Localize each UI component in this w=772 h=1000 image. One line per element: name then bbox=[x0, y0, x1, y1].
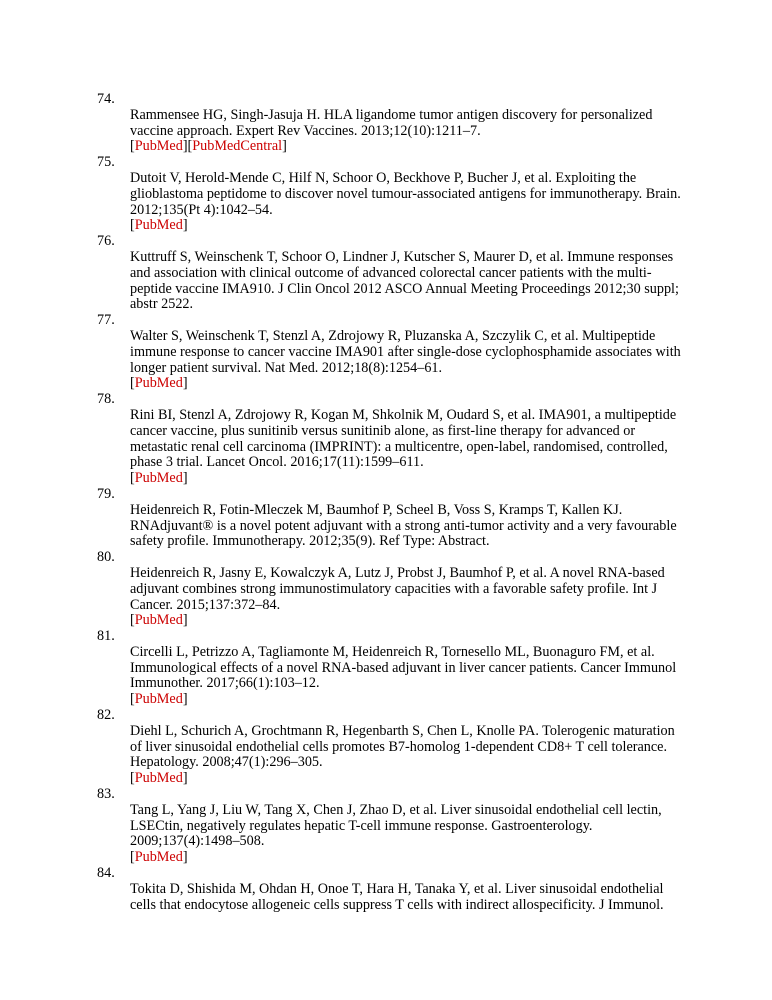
reference-links: [PubMed] bbox=[130, 375, 188, 392]
reference-links: [PubMed] bbox=[130, 470, 188, 487]
reference-number: 80. bbox=[97, 549, 115, 566]
reference-item bbox=[0, 629, 772, 708]
reference-text: Tang L, Yang J, Liu W, Tang X, Chen J, Zhao D, et al. Liver sinusoidal endothelial cell lectin, LSECtin, negatively regulates hepatic T-cell immune response. Gastroenterology. 2009;137(4):1498–508. bbox=[130, 801, 662, 850]
reference-item bbox=[0, 155, 772, 234]
reference-number: 82. bbox=[97, 707, 115, 724]
reference-text: Rini BI, Stenzl A, Zdrojowy R, Kogan M, Shkolnik M, Oudard S, et al. IMA901, a multipeptide cancer vaccine, plus sunitinib versus sunitinib alone, as first-line therapy for advanced or metastatic renal cell carcinoma (IMPRINT): a multicentre, open-label, randomised, controlled, phase 3 trial. Lancet Oncol. 2016;17(11):1599–611. bbox=[130, 406, 677, 471]
reference-number: 84. bbox=[97, 865, 115, 882]
pubmed-link[interactable]: PubMed bbox=[134, 375, 183, 392]
reference-text: Heidenreich R, Jasny E, Kowalczyk A, Lutz J, Probst J, Baumhof P, et al. A novel RNA-based adjuvant combines strong immunostimulatory capacities with a favorable safety profile. Int J Cancer. 2015;137:372–84. bbox=[130, 564, 665, 613]
reference-item bbox=[0, 92, 772, 155]
reference-text: Circelli L, Petrizzo A, Tagliamonte M, Heidenreich R, Tornesello ML, Buonaguro FM, et al. Immunological effects of a novel RNA-based adjuvant in liver cancer patients. Cancer Immunol Immunother. 2017;66(1):103–12. bbox=[130, 643, 677, 692]
pubmed-link[interactable]: PubMed bbox=[134, 217, 183, 234]
reference-number: 79. bbox=[97, 485, 115, 502]
reference-item bbox=[0, 550, 772, 629]
pubmed-link[interactable]: PubMed bbox=[134, 770, 183, 787]
reference-item bbox=[0, 234, 772, 313]
reference-item bbox=[0, 708, 772, 787]
reference-number: 74. bbox=[97, 91, 115, 107]
reference-number: 83. bbox=[97, 786, 115, 803]
reference-item bbox=[0, 866, 772, 913]
pubmedcentral-link[interactable]: PubMedCentral bbox=[192, 138, 283, 155]
reference-item bbox=[0, 313, 772, 392]
pubmed-link[interactable]: PubMed bbox=[134, 470, 183, 487]
reference-number: 75. bbox=[97, 154, 115, 171]
reference-item bbox=[0, 787, 772, 866]
reference-links: [PubMed] bbox=[130, 770, 188, 787]
reference-links: [PubMed] bbox=[130, 691, 188, 708]
reference-item bbox=[0, 392, 772, 487]
reference-text: Diehl L, Schurich A, Grochtmann R, Hegenbarth S, Chen L, Knolle PA. Tolerogenic maturation of liver sinusoidal endothelial cells promotes B7-homolog 1-dependent CD8+ T cell tolerance. Hepatology. 2008;47(1):296–305. bbox=[130, 722, 675, 771]
pubmed-link[interactable]: PubMed bbox=[134, 691, 183, 708]
reference-number: 81. bbox=[97, 628, 115, 645]
reference-text: Rammensee HG, Singh-Jasuja H. HLA ligandome tumor antigen discovery for personalized vaccine approach. Expert Rev Vaccines. 2013;12(10):1211–7. bbox=[130, 106, 653, 139]
reference-text: Heidenreich R, Fotin-Mleczek M, Baumhof P, Scheel B, Voss S, Kramps T, Kallen KJ. RNAdjuvant® is a novel potent adjuvant with a strong anti-tumor activity and a very favourable safety profile. Immunotherapy. 2012;35(9). Ref Type: Abstract. bbox=[130, 501, 677, 550]
reference-links: [PubMed] bbox=[130, 217, 188, 234]
reference-number: 77. bbox=[97, 312, 115, 329]
pubmed-link[interactable]: PubMed bbox=[134, 612, 183, 629]
reference-text: Dutoit V, Herold-Mende C, Hilf N, Schoor O, Beckhove P, Bucher J, et al. Exploiting the glioblastoma peptidome to discover novel tumour-associated antigens for immunotherapy. Brain. 2012;135(Pt 4):1042–54. bbox=[130, 169, 681, 218]
reference-links: [PubMed][PubMedCentral] bbox=[130, 138, 287, 155]
reference-item bbox=[0, 487, 772, 550]
reference-number: 76. bbox=[97, 233, 115, 250]
reference-links: [PubMed] bbox=[130, 612, 188, 629]
reference-text: Walter S, Weinschenk T, Stenzl A, Zdrojowy R, Pluzanska A, Szczylik C, et al. Multipeptide immune response to cancer vaccine IMA901 after single-dose cyclophosphamide associates with longer patient survival. Nat Med. 2012;18(8):1254–61. bbox=[130, 327, 681, 376]
reference-text: Tokita D, Shishida M, Ohdan H, Onoe T, Hara H, Tanaka Y, et al. Liver sinusoidal endothelial cells that endocytose allogeneic cells suppress T cells with indirect allospecificity. J Immunol. bbox=[130, 880, 664, 913]
reference-links: [PubMed] bbox=[130, 849, 188, 866]
pubmed-link[interactable]: PubMed bbox=[134, 849, 183, 866]
reference-number: 78. bbox=[97, 391, 115, 408]
pubmed-link[interactable]: PubMed bbox=[134, 138, 183, 155]
reference-text: Kuttruff S, Weinschenk T, Schoor O, Lindner J, Kutscher S, Maurer D, et al. Immune responses and association with clinical outcome of advanced colorectal cancer patients with the multi-peptide vaccine IMA910. J Clin Oncol 2012 ASCO Annual Meeting Proceedings 2012;30 suppl; abstr 2522. bbox=[130, 248, 679, 313]
